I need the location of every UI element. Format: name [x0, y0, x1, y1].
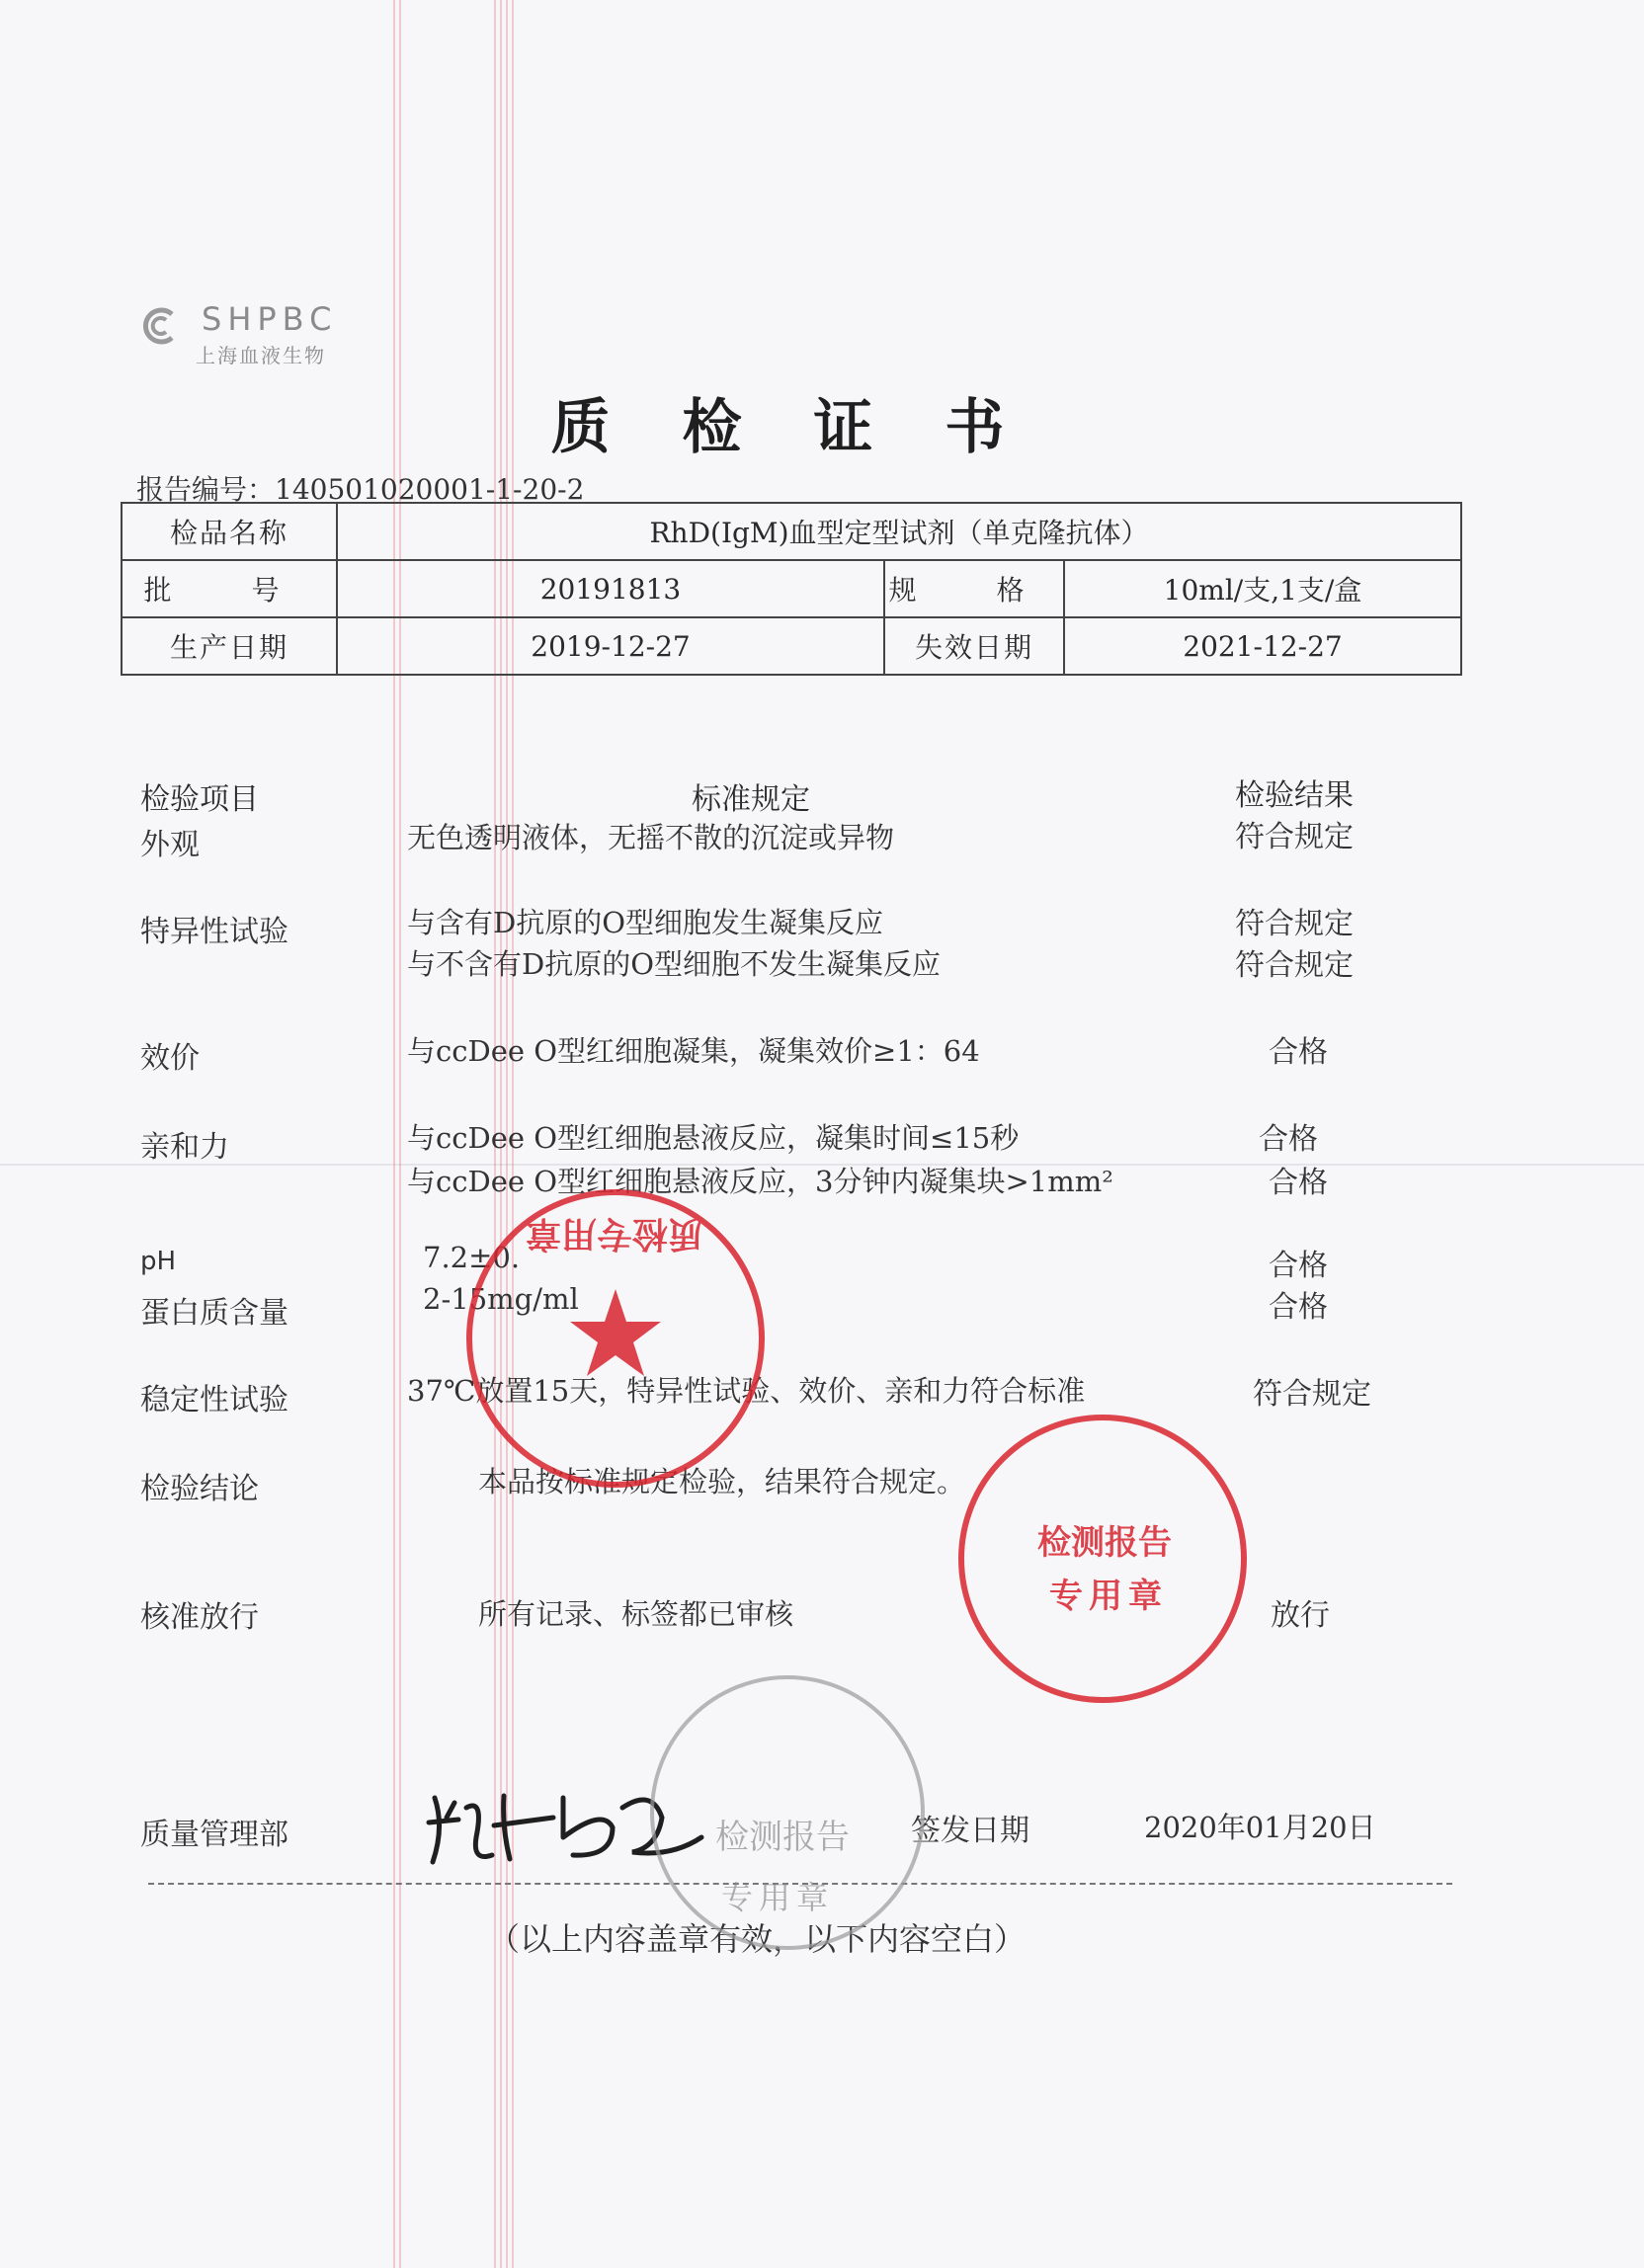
row-standard: 所有记录、标签都已审核: [478, 1597, 794, 1631]
production-date-value: 2019-12-27: [337, 617, 884, 675]
left-red-stamp: [466, 1189, 765, 1488]
product-info-table: [121, 502, 1462, 676]
product-name-value: RhD(IgM)血型定型试剂（单克隆抗体）: [337, 503, 1461, 560]
row-standard: 2-15mg/ml: [423, 1282, 579, 1316]
left-stamp-text: 质检专用章: [526, 1213, 704, 1254]
production-date-label: 生产日期: [122, 617, 337, 675]
row-item: 效价: [140, 1041, 200, 1076]
row-result: 符合规定: [1253, 1377, 1371, 1412]
row-result: 合格: [1269, 1249, 1328, 1283]
issue-date-label: 签发日期: [911, 1814, 1029, 1848]
row-result: 合格: [1269, 1290, 1328, 1325]
batch-value: 20191813: [337, 560, 884, 617]
logo-cn-text: 上海血液生物: [196, 344, 326, 367]
row-standard: 与ccDee O型红细胞悬液反应，凝集时间≤15秒: [407, 1121, 1020, 1155]
row-standard: 7.2±0.: [423, 1241, 521, 1274]
right-red-stamp: [958, 1415, 1247, 1703]
logo-en-text: SHPBC: [202, 300, 338, 338]
bottom-gray-stamp: [650, 1675, 925, 1950]
row-standard: 无色透明液体，无摇不散的沉淀或异物: [407, 821, 895, 854]
row-result: 合格: [1259, 1122, 1318, 1157]
row-standard: 37℃放置15天，特异性试验、效价、亲和力符合标准: [407, 1374, 1086, 1408]
row-item: pH: [140, 1247, 177, 1276]
row-result: 合格: [1269, 1166, 1328, 1200]
quality-dept-label: 质量管理部: [140, 1818, 288, 1852]
issue-date-value: 2020年01月20日: [1144, 1811, 1376, 1844]
row-item: 稳定性试验: [140, 1383, 288, 1418]
logo-mark-icon: [138, 304, 182, 348]
row-item: 外观: [140, 828, 200, 862]
row-item: 检验结论: [140, 1472, 259, 1506]
expiry-date-label: 失效日期: [884, 617, 1064, 675]
batch-label: 批 号: [122, 560, 337, 617]
spec-value: 10ml/支,1支/盒: [1064, 560, 1461, 617]
star-icon: [566, 1284, 665, 1383]
bottom-stamp-main: 检测报告: [715, 1818, 850, 1857]
footer-note: （以上内容盖章有效，以下内容空白）: [488, 1920, 1027, 1958]
row-item: 蛋白质含量: [140, 1296, 288, 1331]
row-standard: 与不含有D抗原的O型细胞不发生凝集反应: [407, 947, 942, 981]
row-result: 符合规定: [1235, 907, 1354, 941]
row-item: 核准放行: [140, 1600, 259, 1635]
bottom-stamp-sub: 专用章: [721, 1879, 835, 1916]
row-result: 放行: [1271, 1598, 1330, 1633]
row-item: 亲和力: [140, 1130, 229, 1165]
row-standard: 与含有D抗原的O型细胞发生凝集反应: [407, 906, 884, 939]
row-result: 符合规定: [1235, 948, 1354, 983]
report-number: 报告编号：140501020001-1-20-2: [136, 473, 585, 506]
header-item: 检验项目: [140, 782, 259, 817]
right-stamp-main: 检测报告: [1037, 1523, 1172, 1563]
row-standard: 本品按标准规定检验，结果符合规定。: [478, 1465, 966, 1498]
row-result: 合格: [1269, 1035, 1328, 1070]
document-title: 质 检 证 书: [550, 393, 1030, 462]
expiry-date-value: 2021-12-27: [1064, 617, 1461, 675]
header-standard: 标准规定: [692, 782, 810, 817]
row-standard: 与ccDee O型红细胞凝集，凝集效价≥1：64: [407, 1034, 980, 1068]
row-item: 特异性试验: [140, 915, 288, 949]
header-result: 检验结果: [1235, 778, 1354, 813]
row-result: 符合规定: [1235, 820, 1354, 854]
product-name-label: 检品名称: [122, 503, 337, 560]
row-standard: 与ccDee O型红细胞悬液反应，3分钟内凝集块>1mm²: [407, 1165, 1113, 1198]
spec-label: 规 格: [884, 560, 1064, 617]
right-stamp-sub: 专用章: [1049, 1577, 1168, 1616]
